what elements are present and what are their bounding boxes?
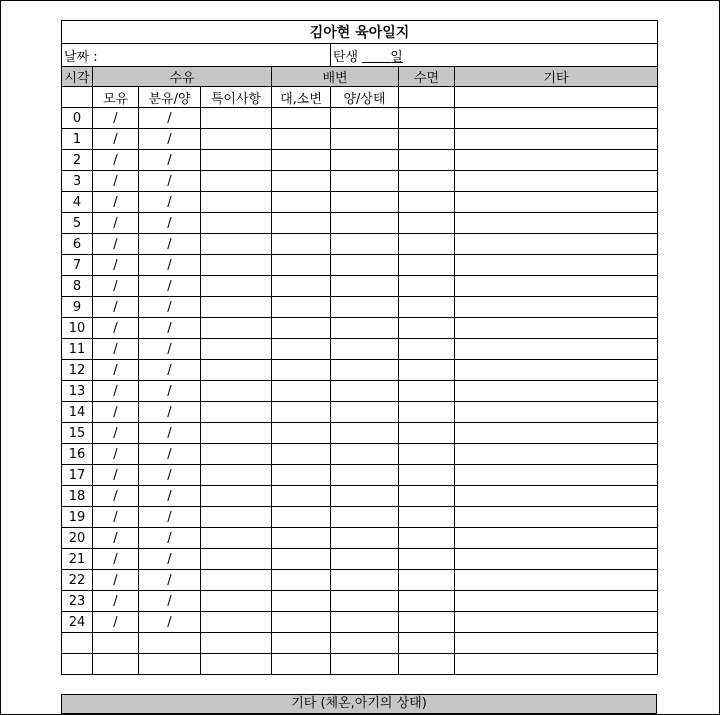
- table-row: [62, 423, 658, 444]
- etc-cell[interactable]: [455, 423, 658, 444]
- etc-cell[interactable]: [455, 297, 658, 318]
- amount-state-cell[interactable]: [331, 234, 399, 255]
- breast-cell[interactable]: /: [93, 276, 139, 297]
- amount-state-cell[interactable]: [331, 108, 399, 129]
- blank-cell[interactable]: [455, 654, 658, 675]
- sleep-cell[interactable]: [399, 402, 455, 423]
- table-row: [62, 339, 658, 360]
- birth-field[interactable]: [331, 44, 658, 67]
- etc-cell[interactable]: [455, 402, 658, 423]
- feeding-notes-cell[interactable]: [201, 108, 272, 129]
- table-row: [62, 192, 658, 213]
- formula-cell[interactable]: /: [139, 192, 201, 213]
- date-label: 날짜 :: [64, 49, 98, 65]
- hour-cell: 17: [62, 465, 93, 486]
- breast-cell[interactable]: /: [93, 591, 139, 612]
- breast-cell[interactable]: /: [93, 570, 139, 591]
- formula-cell[interactable]: /: [139, 381, 201, 402]
- sleep-cell[interactable]: [399, 192, 455, 213]
- sleep-cell[interactable]: [399, 570, 455, 591]
- amount-state-cell[interactable]: [331, 150, 399, 171]
- sleep-cell[interactable]: [399, 465, 455, 486]
- amount-state-cell[interactable]: [331, 549, 399, 570]
- table-row: [62, 549, 658, 570]
- hour-cell: 5: [62, 213, 93, 234]
- feeding-notes-cell[interactable]: [201, 129, 272, 150]
- stool-urine-cell[interactable]: [272, 465, 331, 486]
- formula-cell[interactable]: /: [139, 444, 201, 465]
- etc-cell[interactable]: [455, 171, 658, 192]
- amount-state-cell[interactable]: [331, 486, 399, 507]
- feeding-notes-cell[interactable]: [201, 549, 272, 570]
- feeding-notes-cell[interactable]: [201, 465, 272, 486]
- birth-unit: 일: [390, 49, 403, 65]
- blank-cell[interactable]: [201, 633, 272, 654]
- breast-cell[interactable]: /: [93, 150, 139, 171]
- sleep-cell[interactable]: [399, 486, 455, 507]
- breast-cell[interactable]: /: [93, 528, 139, 549]
- sleep-cell[interactable]: [399, 318, 455, 339]
- feeding-notes-cell[interactable]: [201, 444, 272, 465]
- blank-cell[interactable]: [93, 633, 139, 654]
- subheader-breast: 모유: [93, 87, 139, 108]
- table-row: [62, 444, 658, 465]
- breast-cell[interactable]: /: [93, 549, 139, 570]
- blank-cell[interactable]: [399, 633, 455, 654]
- feeding-notes-cell[interactable]: [201, 570, 272, 591]
- amount-state-cell[interactable]: [331, 171, 399, 192]
- table-row: [62, 297, 658, 318]
- breast-cell[interactable]: /: [93, 297, 139, 318]
- blank-cell[interactable]: [272, 633, 331, 654]
- hour-cell: 10: [62, 318, 93, 339]
- etc-cell[interactable]: [455, 360, 658, 381]
- breast-cell[interactable]: /: [93, 129, 139, 150]
- amount-state-cell[interactable]: [331, 339, 399, 360]
- stool-urine-cell[interactable]: [272, 507, 331, 528]
- formula-cell[interactable]: /: [139, 507, 201, 528]
- formula-cell[interactable]: /: [139, 402, 201, 423]
- stool-urine-cell[interactable]: [272, 129, 331, 150]
- amount-state-cell[interactable]: [331, 444, 399, 465]
- blank-cell[interactable]: [139, 654, 201, 675]
- breast-cell[interactable]: /: [93, 486, 139, 507]
- table-row: [62, 150, 658, 171]
- stool-urine-cell[interactable]: [272, 171, 331, 192]
- hour-cell: 3: [62, 171, 93, 192]
- subheader-feeding-notes: 특이사항: [201, 87, 272, 108]
- etc-cell[interactable]: [455, 108, 658, 129]
- date-field[interactable]: [62, 44, 331, 67]
- sleep-cell[interactable]: [399, 360, 455, 381]
- header-feeding: 수유: [93, 67, 272, 87]
- amount-state-cell[interactable]: [331, 591, 399, 612]
- hour-cell: 4: [62, 192, 93, 213]
- breast-cell[interactable]: /: [93, 255, 139, 276]
- blank-cell[interactable]: [139, 633, 201, 654]
- feeding-notes-cell[interactable]: [201, 213, 272, 234]
- blank-cell[interactable]: [201, 654, 272, 675]
- formula-cell[interactable]: /: [139, 486, 201, 507]
- breast-cell[interactable]: /: [93, 444, 139, 465]
- formula-cell[interactable]: /: [139, 591, 201, 612]
- feeding-notes-cell[interactable]: [201, 381, 272, 402]
- hour-cell: 22: [62, 570, 93, 591]
- sleep-cell[interactable]: [399, 423, 455, 444]
- sleep-cell[interactable]: [399, 150, 455, 171]
- sleep-cell[interactable]: [399, 129, 455, 150]
- subheader-sleep: [399, 87, 455, 108]
- stool-urine-cell[interactable]: [272, 423, 331, 444]
- header-sleep: 수면: [399, 67, 455, 87]
- hour-cell: 8: [62, 276, 93, 297]
- hour-cell: 11: [62, 339, 93, 360]
- feeding-notes-cell[interactable]: [201, 276, 272, 297]
- formula-cell[interactable]: /: [139, 129, 201, 150]
- table-row: [62, 129, 658, 150]
- amount-state-cell[interactable]: [331, 570, 399, 591]
- sleep-cell[interactable]: [399, 234, 455, 255]
- sleep-cell[interactable]: [399, 591, 455, 612]
- formula-cell[interactable]: /: [139, 318, 201, 339]
- etc-cell[interactable]: [455, 234, 658, 255]
- sleep-cell[interactable]: [399, 297, 455, 318]
- formula-cell[interactable]: /: [139, 570, 201, 591]
- subheader-empty: [62, 87, 93, 108]
- feeding-notes-cell[interactable]: [201, 360, 272, 381]
- etc-cell[interactable]: [455, 276, 658, 297]
- formula-cell[interactable]: /: [139, 171, 201, 192]
- formula-cell[interactable]: /: [139, 108, 201, 129]
- breast-cell[interactable]: /: [93, 192, 139, 213]
- stool-urine-cell[interactable]: [272, 402, 331, 423]
- breast-cell[interactable]: /: [93, 318, 139, 339]
- stool-urine-cell[interactable]: [272, 150, 331, 171]
- formula-cell[interactable]: /: [139, 360, 201, 381]
- table-row: [62, 318, 658, 339]
- amount-state-cell[interactable]: [331, 612, 399, 633]
- table-row: [62, 465, 658, 486]
- birth-label: 탄생: [333, 49, 359, 65]
- hour-cell: 7: [62, 255, 93, 276]
- hour-cell: 21: [62, 549, 93, 570]
- blank-cell[interactable]: [93, 654, 139, 675]
- table-row: [62, 486, 658, 507]
- table-row: [62, 213, 658, 234]
- sleep-cell[interactable]: [399, 381, 455, 402]
- etc-cell[interactable]: [455, 570, 658, 591]
- blank-cell[interactable]: [272, 654, 331, 675]
- formula-cell[interactable]: /: [139, 339, 201, 360]
- table-row: [62, 570, 658, 591]
- etc-cell[interactable]: [455, 549, 658, 570]
- sleep-cell[interactable]: [399, 339, 455, 360]
- sleep-cell[interactable]: [399, 276, 455, 297]
- formula-cell[interactable]: /: [139, 150, 201, 171]
- diary-table: [61, 20, 658, 675]
- sleep-cell[interactable]: [399, 507, 455, 528]
- blank-cell[interactable]: [331, 654, 399, 675]
- amount-state-cell[interactable]: [331, 402, 399, 423]
- hour-cell: 15: [62, 423, 93, 444]
- hour-cell: 16: [62, 444, 93, 465]
- etc-cell[interactable]: [455, 192, 658, 213]
- hour-cell: 14: [62, 402, 93, 423]
- etc-cell[interactable]: [455, 339, 658, 360]
- table-row: [62, 402, 658, 423]
- subheader-etc: [455, 87, 658, 108]
- table-row: [62, 507, 658, 528]
- stool-urine-cell[interactable]: [272, 486, 331, 507]
- formula-cell[interactable]: /: [139, 276, 201, 297]
- stool-urine-cell[interactable]: [272, 444, 331, 465]
- subheader-formula: 분유/양: [139, 87, 201, 108]
- amount-state-cell[interactable]: [331, 255, 399, 276]
- hour-cell: 23: [62, 591, 93, 612]
- sleep-cell[interactable]: [399, 213, 455, 234]
- hour-cell: 18: [62, 486, 93, 507]
- stool-urine-cell[interactable]: [272, 192, 331, 213]
- birth-days-blank[interactable]: [362, 50, 390, 63]
- feeding-notes-cell[interactable]: [201, 528, 272, 549]
- stool-urine-cell[interactable]: [272, 591, 331, 612]
- hour-cell: 0: [62, 108, 93, 129]
- sleep-cell[interactable]: [399, 255, 455, 276]
- amount-state-cell[interactable]: [331, 465, 399, 486]
- hour-cell: 9: [62, 297, 93, 318]
- subheader-amount-state: 양/상태: [331, 87, 399, 108]
- stool-urine-cell[interactable]: [272, 528, 331, 549]
- breast-cell[interactable]: /: [93, 339, 139, 360]
- table-row: [62, 528, 658, 549]
- table-row: [62, 591, 658, 612]
- sleep-cell[interactable]: [399, 108, 455, 129]
- table-row: [62, 255, 658, 276]
- blank-cell[interactable]: [62, 654, 93, 675]
- etc-cell[interactable]: [455, 129, 658, 150]
- feeding-notes-cell[interactable]: [201, 297, 272, 318]
- blank-cell[interactable]: [62, 633, 93, 654]
- formula-cell[interactable]: /: [139, 234, 201, 255]
- amount-state-cell[interactable]: [331, 129, 399, 150]
- etc-cell[interactable]: [455, 318, 658, 339]
- amount-state-cell[interactable]: [331, 507, 399, 528]
- breast-cell[interactable]: /: [93, 465, 139, 486]
- sleep-cell[interactable]: [399, 444, 455, 465]
- stool-urine-cell[interactable]: [272, 108, 331, 129]
- sleep-cell[interactable]: [399, 528, 455, 549]
- subheader-stool-urine: 대,소변: [272, 87, 331, 108]
- feeding-notes-cell[interactable]: [201, 612, 272, 633]
- etc-cell[interactable]: [455, 150, 658, 171]
- sleep-cell[interactable]: [399, 612, 455, 633]
- amount-state-cell[interactable]: [331, 423, 399, 444]
- amount-state-cell[interactable]: [331, 192, 399, 213]
- blank-row: [62, 654, 658, 675]
- etc-cell[interactable]: [455, 612, 658, 633]
- etc-cell[interactable]: [455, 444, 658, 465]
- stool-urine-cell[interactable]: [272, 381, 331, 402]
- table-row: [62, 612, 658, 633]
- stool-urine-cell[interactable]: [272, 339, 331, 360]
- amount-state-cell[interactable]: [331, 360, 399, 381]
- amount-state-cell[interactable]: [331, 318, 399, 339]
- header-time: 시각: [62, 67, 93, 87]
- etc-cell[interactable]: [455, 381, 658, 402]
- table-row: [62, 381, 658, 402]
- breast-cell[interactable]: /: [93, 213, 139, 234]
- etc-cell[interactable]: [455, 255, 658, 276]
- formula-cell[interactable]: /: [139, 612, 201, 633]
- hour-cell: 20: [62, 528, 93, 549]
- breast-cell[interactable]: /: [93, 381, 139, 402]
- formula-cell[interactable]: /: [139, 423, 201, 444]
- breast-cell[interactable]: /: [93, 402, 139, 423]
- stool-urine-cell[interactable]: [272, 234, 331, 255]
- etc-cell[interactable]: [455, 528, 658, 549]
- stool-urine-cell[interactable]: [272, 549, 331, 570]
- hour-cell: 2: [62, 150, 93, 171]
- etc-cell[interactable]: [455, 591, 658, 612]
- etc-cell[interactable]: [455, 465, 658, 486]
- feeding-notes-cell[interactable]: [201, 402, 272, 423]
- stool-urine-cell[interactable]: [272, 360, 331, 381]
- blank-cell[interactable]: [399, 654, 455, 675]
- feeding-notes-cell[interactable]: [201, 486, 272, 507]
- formula-cell[interactable]: /: [139, 528, 201, 549]
- breast-cell[interactable]: /: [93, 171, 139, 192]
- amount-state-cell[interactable]: [331, 528, 399, 549]
- stool-urine-cell[interactable]: [272, 612, 331, 633]
- feeding-notes-cell[interactable]: [201, 507, 272, 528]
- feeding-notes-cell[interactable]: [201, 591, 272, 612]
- blank-cell[interactable]: [455, 633, 658, 654]
- stool-urine-cell[interactable]: [272, 213, 331, 234]
- feeding-notes-cell[interactable]: [201, 171, 272, 192]
- table-row: [62, 171, 658, 192]
- stool-urine-cell[interactable]: [272, 276, 331, 297]
- breast-cell[interactable]: /: [93, 108, 139, 129]
- amount-state-cell[interactable]: [331, 381, 399, 402]
- amount-state-cell[interactable]: [331, 276, 399, 297]
- blank-row: [62, 633, 658, 654]
- formula-cell[interactable]: /: [139, 255, 201, 276]
- stool-urine-cell[interactable]: [272, 570, 331, 591]
- table-row: [62, 276, 658, 297]
- breast-cell[interactable]: /: [93, 507, 139, 528]
- feeding-notes-cell[interactable]: [201, 234, 272, 255]
- feeding-notes-cell[interactable]: [201, 423, 272, 444]
- etc-cell[interactable]: [455, 486, 658, 507]
- breast-cell[interactable]: /: [93, 612, 139, 633]
- hour-cell: 19: [62, 507, 93, 528]
- feeding-notes-cell[interactable]: [201, 192, 272, 213]
- sleep-cell[interactable]: [399, 171, 455, 192]
- footer-etc-header: 기타 (체온,아기의 상태): [61, 694, 657, 714]
- feeding-notes-cell[interactable]: [201, 150, 272, 171]
- stool-urine-cell[interactable]: [272, 297, 331, 318]
- hour-cell: 12: [62, 360, 93, 381]
- feeding-notes-cell[interactable]: [201, 339, 272, 360]
- hour-cell: 6: [62, 234, 93, 255]
- formula-cell[interactable]: /: [139, 549, 201, 570]
- stool-urine-cell[interactable]: [272, 255, 331, 276]
- breast-cell[interactable]: /: [93, 423, 139, 444]
- header-excretion: 배변: [272, 67, 399, 87]
- hour-cell: 1: [62, 129, 93, 150]
- table-row: [62, 234, 658, 255]
- amount-state-cell[interactable]: [331, 213, 399, 234]
- page-title: 김아현 육아일지: [62, 21, 658, 44]
- formula-cell[interactable]: /: [139, 465, 201, 486]
- breast-cell[interactable]: /: [93, 234, 139, 255]
- etc-cell[interactable]: [455, 213, 658, 234]
- formula-cell[interactable]: /: [139, 297, 201, 318]
- breast-cell[interactable]: /: [93, 360, 139, 381]
- etc-cell[interactable]: [455, 507, 658, 528]
- formula-cell[interactable]: /: [139, 213, 201, 234]
- feeding-notes-cell[interactable]: [201, 318, 272, 339]
- feeding-notes-cell[interactable]: [201, 255, 272, 276]
- stool-urine-cell[interactable]: [272, 318, 331, 339]
- blank-cell[interactable]: [331, 633, 399, 654]
- hour-cell: 13: [62, 381, 93, 402]
- amount-state-cell[interactable]: [331, 297, 399, 318]
- table-row: [62, 360, 658, 381]
- hour-cell: 24: [62, 612, 93, 633]
- header-etc: 기타: [455, 67, 658, 87]
- table-row: [62, 108, 658, 129]
- sleep-cell[interactable]: [399, 549, 455, 570]
